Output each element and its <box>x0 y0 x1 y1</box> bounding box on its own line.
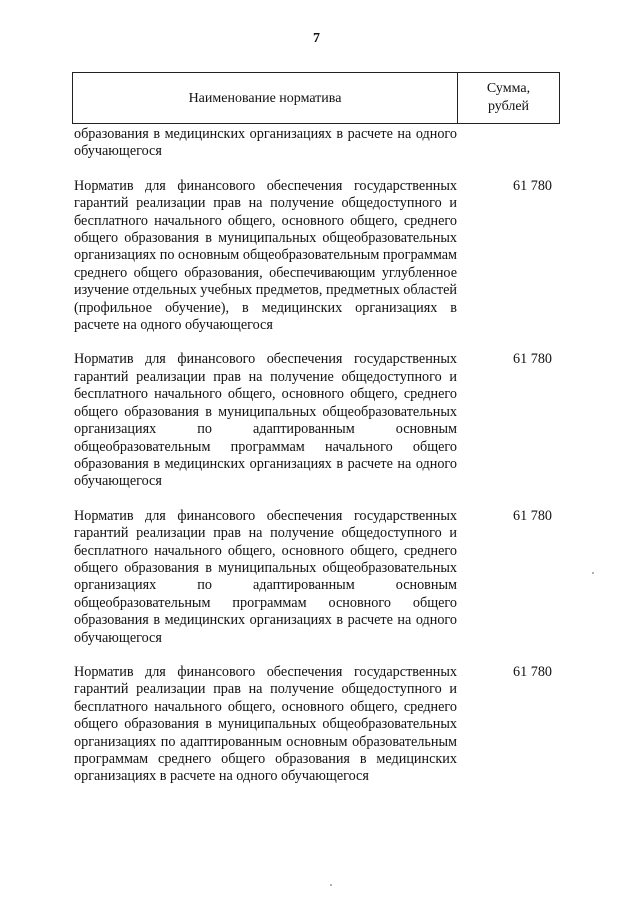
column-header-sum: Сумма, рублей <box>486 81 531 114</box>
table-row <box>74 508 560 647</box>
scan-speck <box>592 572 594 574</box>
row-text: Норматив для финансового обеспечения государственных гарантий реализации прав на получение общедоступного и бесплатного начального общего, основного общего, среднего общего образования в муниципальных общеобразовательных организациях по адаптированным основным образовательным программам среднего общего образования в медицинских организациях в расчете на одного обучающегося <box>74 663 457 785</box>
row-sum: 61 780 <box>512 507 552 524</box>
table-header <box>72 72 560 124</box>
row-sum <box>457 126 560 161</box>
row-text: образования в медицинских организациях в расчете на одного обучающегося <box>74 126 457 160</box>
row-sum: 61 780 <box>512 177 552 194</box>
table-row <box>74 664 560 786</box>
row-sum: 61 780 <box>512 351 552 368</box>
row-sum: 61 780 <box>512 663 552 680</box>
row-text: Норматив для финансового обеспечения государственных гарантий реализации прав на получение общедоступного и бесплатного начального общего, основного общего, среднего общего образования в муниципальных общеобразовательных организациях по адаптированным основным общеобразовательным программам начального общего образования в медицинских организациях в расчете на одного обучающегося <box>74 351 457 490</box>
table-body <box>74 126 560 786</box>
scan-speck <box>330 884 332 886</box>
row-text: Норматив для финансового обеспечения государственных гарантий реализации прав на получение общедоступного и бесплатного начального общего, основного общего, среднего общего образования в муниципальных общеобразовательных организациях по основным общеобразовательным программам среднего общего образования, обеспечивающим углубленное изучение отдельных учебных предметов, предметных областей (профильное обучение), в медицинских организациях в расчете на одного обучающегося <box>74 177 457 334</box>
table-row <box>74 126 560 161</box>
table-row <box>74 178 560 335</box>
page-number: 7 <box>313 31 320 46</box>
column-header-name: Наименование норматива <box>73 73 458 123</box>
row-text: Норматив для финансового обеспечения государственных гарантий реализации прав на получение общедоступного и бесплатного начального общего, основного общего, среднего общего образования в муниципальных общеобразовательных организациях по адаптированным основным общеобразовательным программам основного общего образования в медицинских организациях в расчете на одного обучающегося <box>74 507 457 646</box>
table-row <box>74 351 560 490</box>
